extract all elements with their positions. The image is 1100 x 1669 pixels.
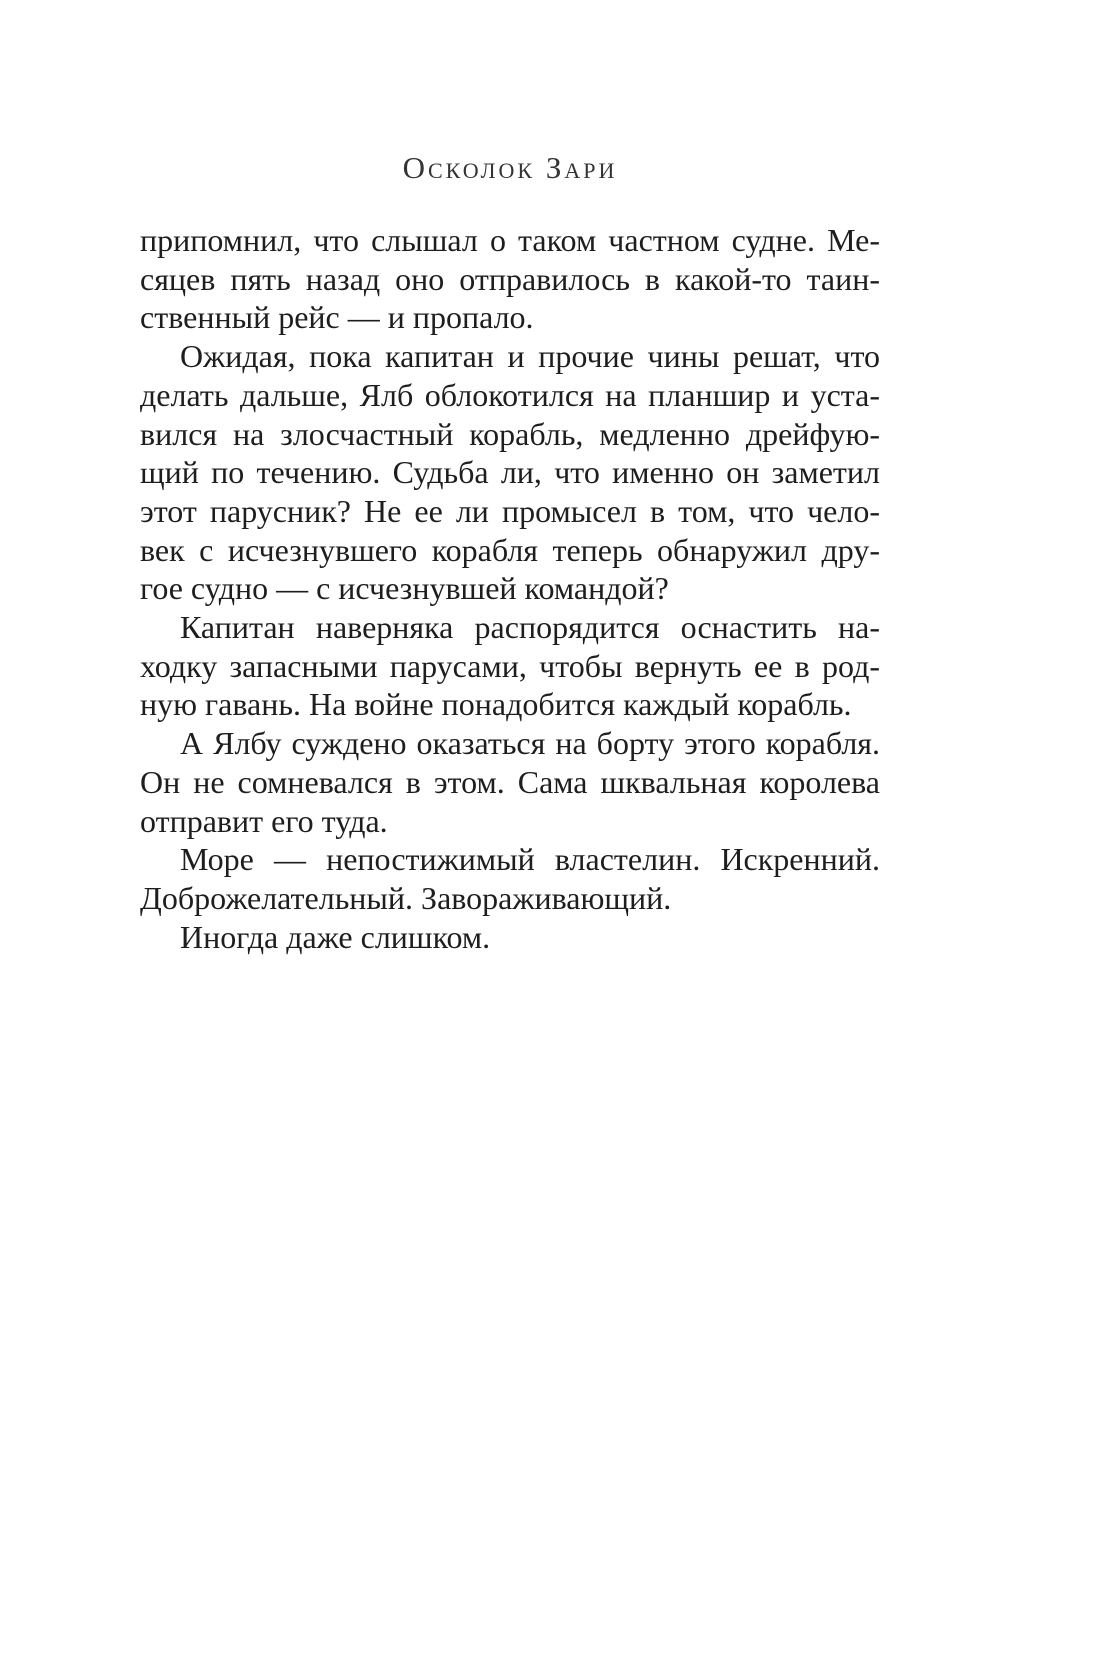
paragraph bbox=[140, 840, 880, 917]
text-line: этот парусник? Не ее ли промысел в том, что чело- bbox=[140, 492, 880, 529]
paragraph bbox=[140, 724, 880, 840]
text-line: щий по течению. Судьба ли, что именно он заметил bbox=[140, 454, 880, 491]
running-header: Осколок Зари bbox=[402, 150, 618, 185]
text-line: отправит его туда. bbox=[140, 802, 388, 839]
text-line: Он не сомневался в этом. Сама шквальная королева bbox=[140, 763, 880, 800]
paragraph bbox=[140, 337, 880, 608]
text-line: Капитан наверняка распорядится оснастить на- bbox=[180, 609, 880, 646]
text-line: ственный рейс — и пропало. bbox=[140, 299, 534, 336]
text-line: ходку запасными парусами, чтобы вернуть ее в род- bbox=[140, 647, 880, 684]
text-line: гое судно — с исчезнувшей командой? bbox=[140, 570, 669, 607]
paragraph bbox=[140, 918, 880, 957]
paragraph bbox=[140, 608, 880, 724]
text-line: Доброжелательный. Завораживающий. bbox=[140, 879, 672, 916]
text-line: Море — непостижимый властелин. Искренний. bbox=[180, 841, 880, 878]
text-line: Ожидая, пока капитан и прочие чины решат, что bbox=[180, 338, 880, 375]
text-line: делать дальше, Ялб облокотился на планшир и уста- bbox=[140, 376, 880, 413]
text-line: вился на злосчастный корабль, медленно дрейфую- bbox=[140, 415, 880, 452]
paragraph bbox=[140, 221, 880, 337]
text-line: сяцев пять назад оно отправилось в какой-то таин- bbox=[140, 260, 880, 297]
body-text bbox=[140, 221, 880, 956]
text-line: век с исчезнувшего корабля теперь обнаружил дру- bbox=[140, 531, 880, 568]
text-line: ную гавань. На войне понадобится каждый корабль. bbox=[140, 686, 852, 723]
text-line: припомнил, что слышал о таком частном судне. Ме- bbox=[140, 222, 880, 258]
text-line: Иногда даже слишком. bbox=[180, 918, 491, 955]
text-line: А Ялбу суждено оказаться на борту этого корабля. bbox=[180, 725, 880, 762]
